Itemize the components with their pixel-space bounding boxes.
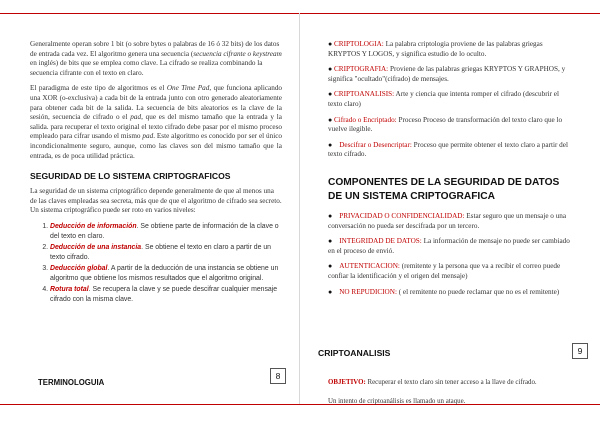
components-list xyxy=(328,212,572,297)
levels-intro: Un sistema criptográfico puede ser roto en varios niveles: xyxy=(30,206,196,215)
bullet-icon: ● xyxy=(328,262,340,271)
objetivo-line: OBJETIVO: Recuperar el texto claro sin tener acceso a la llave de cifrado. xyxy=(328,379,537,386)
list-item: ● PRIVACIDAD O CONFIDENCIALIDAD: Estar seguro que un mensaje o una conversación no pueda ser descifrada por un tercero. xyxy=(328,211,567,230)
page-gutter xyxy=(299,13,300,404)
list-item: ● AUTENTICACION: (remitente y la persona que va a recibir el correo puede confiar la identificación y el origen del mensaje) xyxy=(328,262,561,280)
closing-line: Un intento de criptoanálisis es llamado un ataque. xyxy=(328,398,466,405)
right-page xyxy=(328,40,572,303)
components-title: COMPONENTES DE LA SEGURIDAD DE DATOS DE UN SISTEMA CRIPTOGRAFICA xyxy=(328,176,560,202)
page-number-right: 9 xyxy=(572,343,588,359)
bullet-icon: ● xyxy=(328,90,334,99)
list-item: ● Descifrar o Desencriptar: Proceso que permite obtener el texto claro a partir del texto cifrado. xyxy=(328,140,568,159)
list-item: 3. Deducción global. A partir de la deducción de una instancia se obtiene un algoritmo que obtiene los mismos resultados que el algoritmo original. xyxy=(50,264,282,283)
list-item: 1. Deducción de información. Se obtiene parte de información de la clave o del texto en claro. xyxy=(50,222,282,241)
one-time-pad-paragraph: El paradigma de este tipo de algoritmos es el One Time Pad, que funciona aplicando una XOR (o-exclusiva) a cada bit de la entrada junto con otro generado aleatoriamente para obtener cada bit de la salida. La secuencia de bits aleatorios es la clave de la sesión, secuencia de cifrado o el pad, que es del mismo tamaño que la entrada y la salida. para recuperar el texto original el texto cifrado debe pasar por el mismo proceso empleado para cifrar usando el mismo pad. Este algoritmo es conocido por ser el único incondicionalmente seguro, aunque, como las claves son del mismo tamaño que la entrada, es de poca utilidad práctica. xyxy=(30,84,283,160)
bullet-icon: ● xyxy=(328,40,334,48)
security-paragraph: La seguridad de un sistema criptográfico depende generalmente de que al menos una de las claves empleadas sea secreta, más que de que el algoritmo de cifrado sea secreto. xyxy=(30,187,282,205)
list-item: ● NO REPUDICION: ( el remitente no puede reclamar que no es el remitente) xyxy=(328,287,560,296)
bullet-icon: ● xyxy=(328,237,340,246)
break-levels-list xyxy=(30,222,282,305)
bullet-icon: ● xyxy=(328,65,334,74)
top-rule xyxy=(0,13,600,14)
keystream-paragraph: Generalmente operan sobre 1 bit (o sobre bytes o palabras de 16 ó 32 bits) de los datos de entrada cada vez. El algoritmo genera una secuencia (secuencia cifrante o keystream en inglés) de bits que se emplea como clave. La cifrado se realiza combinando la secuencia cifrante con el texto en claro. xyxy=(30,40,282,77)
list-item: 2. Deducción de una instancia. Se obtiene el texto en claro a partir de un texto cifrado. xyxy=(50,243,282,262)
list-item: ● CRIPTOLOGIA: La palabra criptologia proviene de las palabras griegas KRYPTOS Y LOGOS, y significa estudio de lo oculto. xyxy=(328,40,543,58)
criptoanalisis-title: CRIPTOANALISIS xyxy=(318,348,391,358)
list-item: ● INTEGRIDAD DE DATOS: La información de mensaje no puede ser cambiado en el proceso de envió. xyxy=(328,237,570,255)
terms-list xyxy=(328,40,572,160)
left-page xyxy=(30,40,282,307)
bullet-icon: ● xyxy=(328,115,334,124)
page-number-left: 8 xyxy=(270,368,286,384)
bullet-icon: ● xyxy=(328,140,340,149)
footer-title-terminologia: TERMINOLOGUIA xyxy=(38,378,105,387)
bullet-icon: ● xyxy=(328,211,340,220)
list-item: ● CRIPTOGRAFIA: Proviene de las palabras griegas KRYPTOS Y GRAPHOS, y significa "ocultado"(cifrado) de mensajes. xyxy=(328,65,566,83)
list-item: ● Cifrado o Encriptado: Proceso Proceso de transformación del texto claro que lo vuelve ilegible. xyxy=(328,115,563,134)
bullet-icon: ● xyxy=(328,287,340,296)
list-item: 4. Rotura total. Se recupera la clave y se puede descifrar cualquier mensaje cifrado con la misma clave. xyxy=(50,285,282,304)
list-item: ● CRIPTOANALISIS: Arte y ciencia que intenta romper el cifrado (descubrir el texto claro) xyxy=(328,90,559,108)
section-title-seguridad: SEGURIDAD DE LO SISTEMA CRIPTOGRAFICOS xyxy=(30,171,231,182)
